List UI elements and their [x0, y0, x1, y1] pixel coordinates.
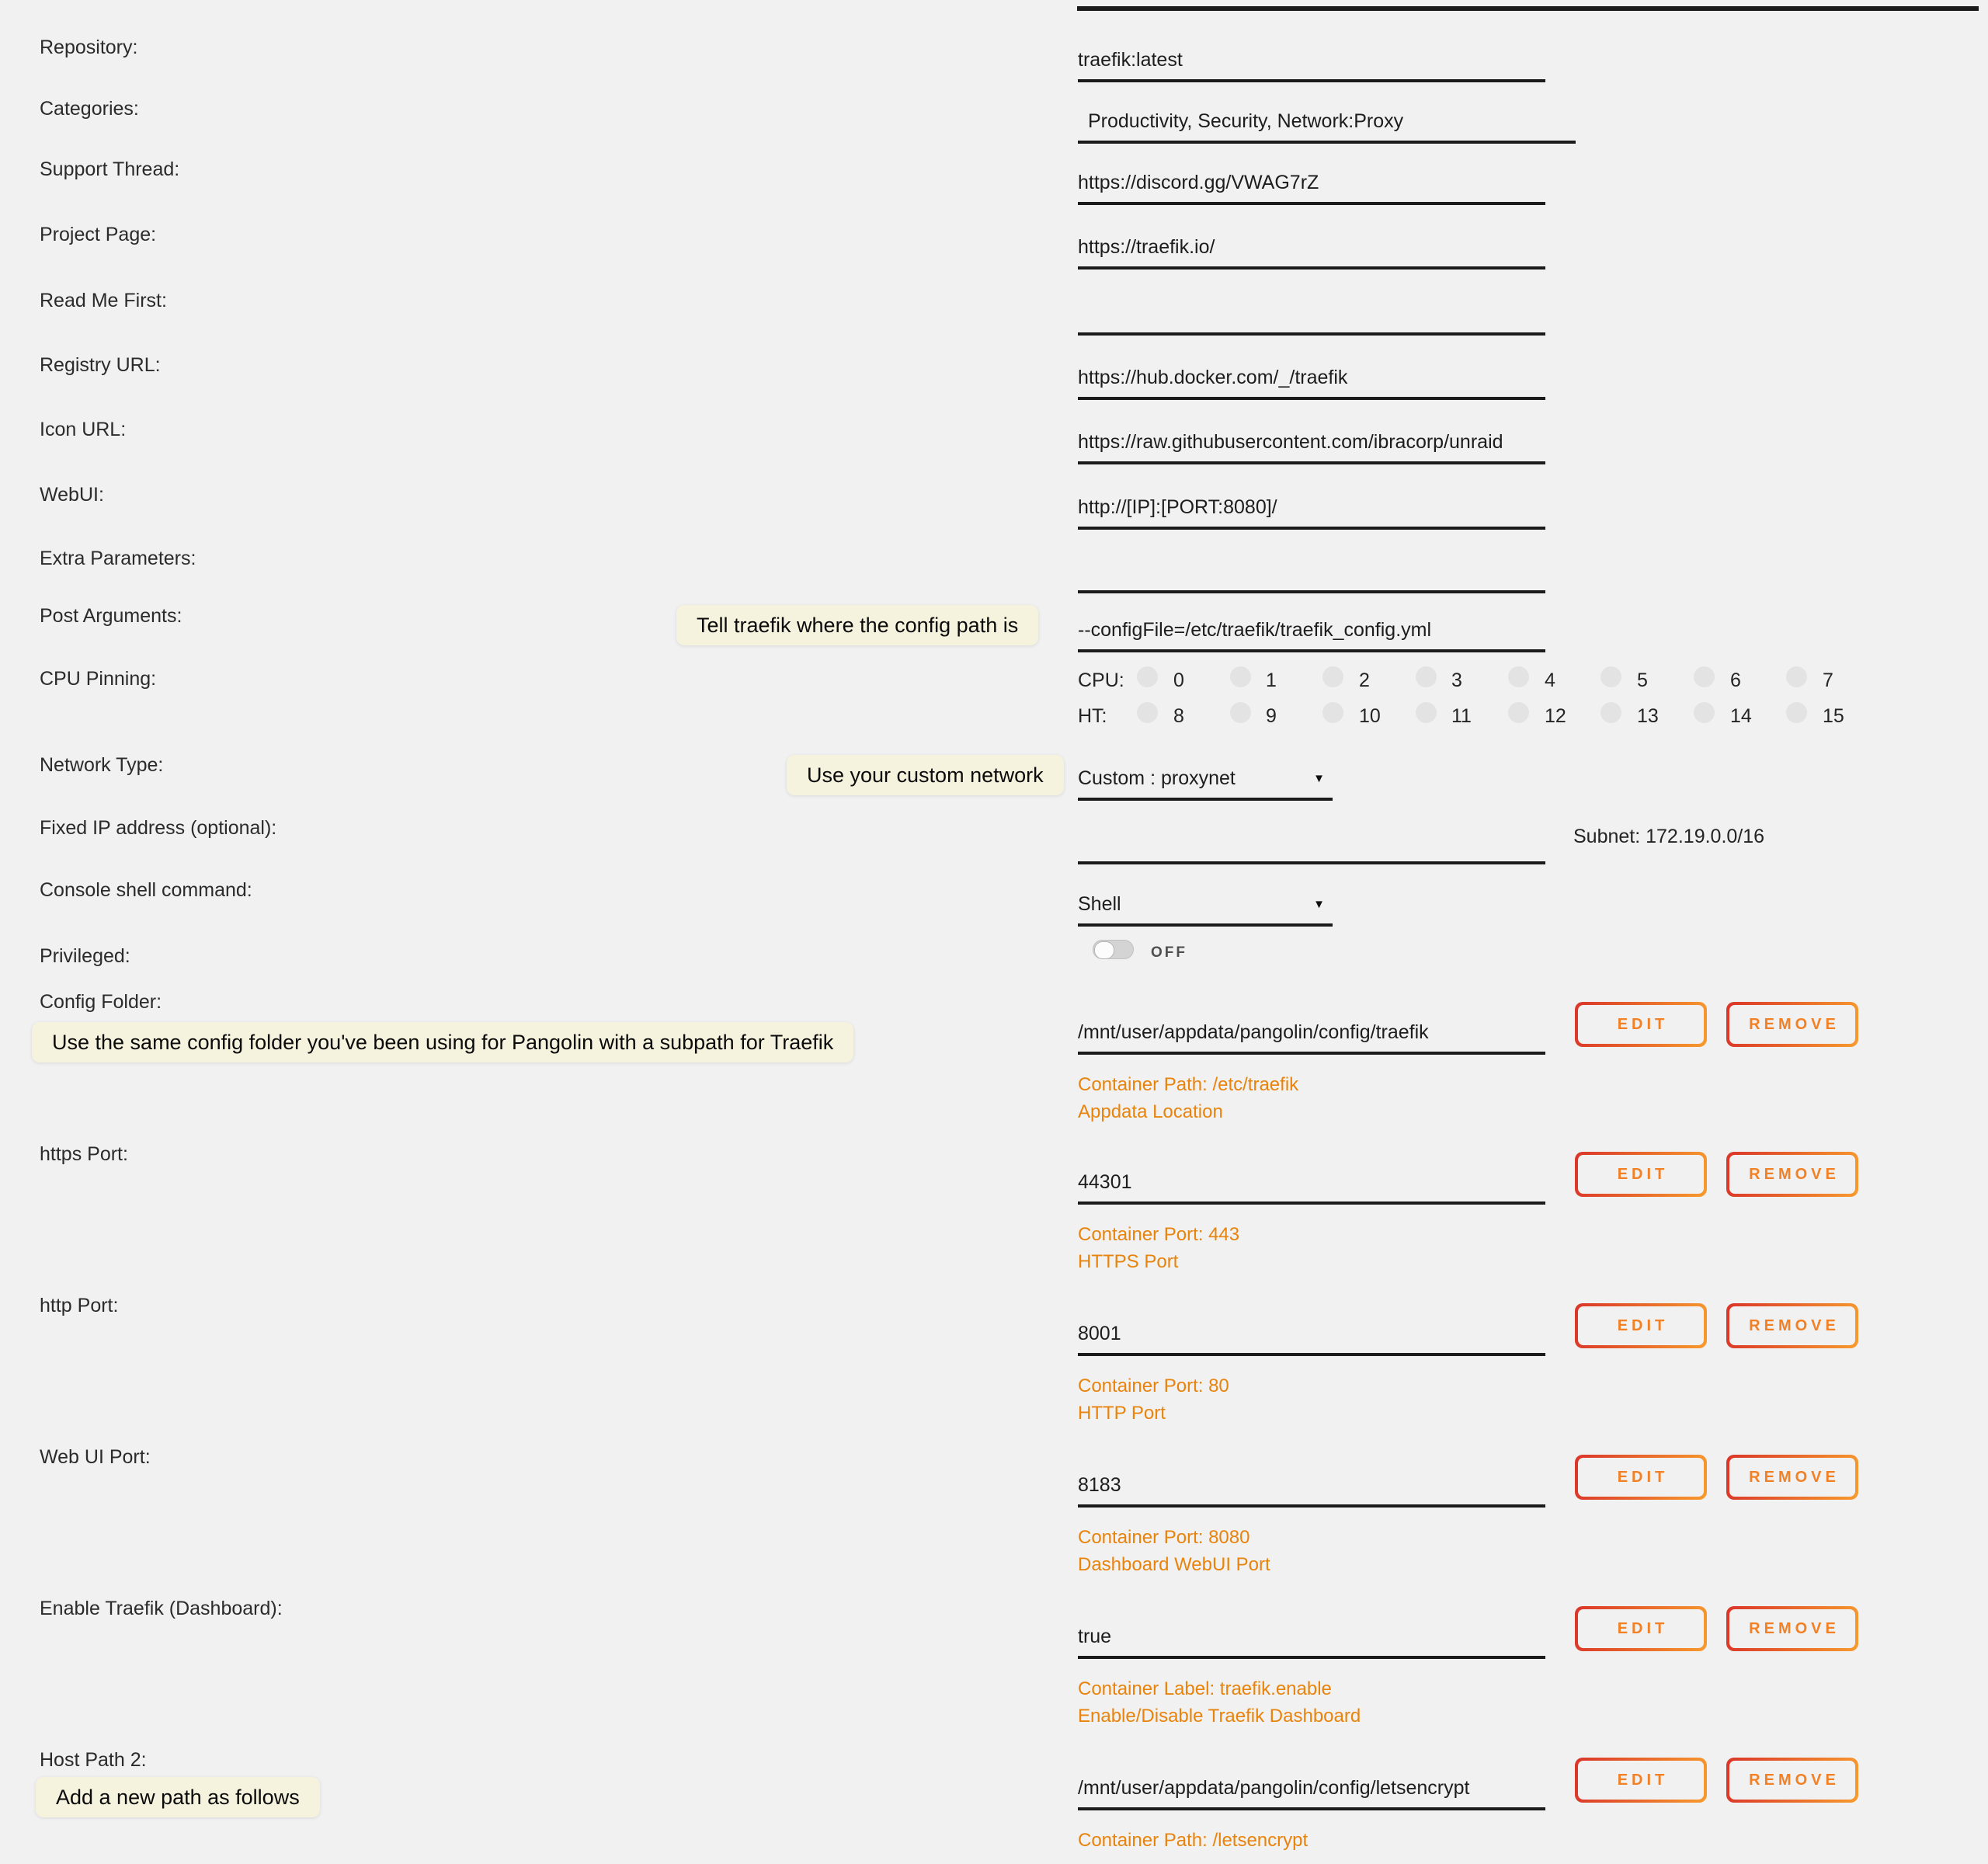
cpu-5-radio[interactable]	[1600, 666, 1621, 687]
icon-url-input[interactable]	[1078, 416, 1545, 464]
http-port-helper-port: Container Port: 80	[1078, 1375, 1229, 1396]
cpu-0-label: 0	[1173, 669, 1184, 691]
repository-value: traefik:latest	[1078, 49, 1183, 71]
webui-port-input[interactable]	[1078, 1459, 1545, 1508]
config-folder-helper-desc: Appdata Location	[1078, 1101, 1223, 1122]
cpu-4-label: 4	[1545, 669, 1555, 691]
project-page-input[interactable]	[1078, 221, 1545, 270]
cpu-1-radio[interactable]	[1230, 666, 1251, 687]
cpu-6-radio[interactable]	[1694, 666, 1715, 687]
config-folder-remove-button[interactable]: REMOVE	[1726, 1002, 1858, 1047]
http-port-helper-desc: HTTP Port	[1078, 1403, 1166, 1424]
chevron-down-icon: ▼	[1313, 772, 1325, 785]
read-me-first-label: Read Me First:	[40, 290, 167, 311]
cpu-2-radio[interactable]	[1322, 666, 1343, 687]
config-folder-value: /mnt/user/appdata/pangolin/config/traefik	[1078, 1021, 1429, 1043]
enable-dashboard-value: true	[1078, 1626, 1112, 1647]
webui-port-edit-button[interactable]: EDIT	[1575, 1455, 1707, 1500]
ht-10-label: 10	[1359, 705, 1381, 727]
config-folder-input[interactable]	[1078, 1007, 1545, 1055]
post-arguments-input[interactable]	[1078, 604, 1545, 652]
project-page-label: Project Page:	[40, 224, 157, 245]
ht-8-label: 8	[1173, 705, 1184, 727]
repository-input[interactable]	[1078, 34, 1545, 82]
cpu-pinning-label: CPU Pinning:	[40, 668, 157, 690]
extra-parameters-input[interactable]	[1078, 545, 1545, 593]
config-folder-helper-path: Container Path: /etc/traefik	[1078, 1074, 1299, 1095]
post-arguments-tooltip: Tell traefik where the config path is	[676, 605, 1038, 645]
host-path-2-value: /mnt/user/appdata/pangolin/config/letsencrypt	[1078, 1777, 1470, 1799]
cpu-2-label: 2	[1359, 669, 1370, 691]
cpu-7-radio[interactable]	[1786, 666, 1807, 687]
console-shell-select[interactable]	[1078, 878, 1333, 927]
support-thread-label: Support Thread:	[40, 158, 180, 180]
network-type-label: Network Type:	[40, 754, 164, 776]
config-folder-label: Config Folder:	[40, 991, 162, 1013]
privileged-label: Privileged:	[40, 945, 130, 967]
https-port-value: 44301	[1078, 1171, 1132, 1193]
ht-12-label: 12	[1545, 705, 1566, 727]
cpu-0-radio[interactable]	[1137, 666, 1158, 687]
console-shell-value: Shell	[1078, 893, 1121, 915]
categories-input[interactable]	[1078, 96, 1576, 144]
enable-dashboard-helper-label: Container Label: traefik.enable	[1078, 1678, 1332, 1699]
top-field-divider	[1077, 6, 1979, 11]
support-thread-input[interactable]	[1078, 157, 1545, 205]
chevron-down-icon: ▼	[1313, 898, 1325, 911]
cpu-1-label: 1	[1266, 669, 1277, 691]
cpu-3-label: 3	[1451, 669, 1462, 691]
webui-label: WebUI:	[40, 484, 104, 506]
ht-15-label: 15	[1823, 705, 1844, 727]
registry-url-label: Registry URL:	[40, 354, 161, 376]
icon-url-value: https://raw.githubusercontent.com/ibracorp/unraid	[1078, 431, 1503, 453]
host-path-2-label: Host Path 2:	[40, 1749, 147, 1771]
https-port-helper-desc: HTTPS Port	[1078, 1251, 1179, 1272]
webui-value: http://[IP]:[PORT:8080]/	[1078, 496, 1277, 518]
https-port-label: https Port:	[40, 1143, 128, 1165]
fixed-ip-label: Fixed IP address (optional):	[40, 817, 277, 839]
host-path-2-helper-path: Container Path: /letsencrypt	[1078, 1830, 1309, 1851]
subnet-info: Subnet: 172.19.0.0/16	[1573, 826, 1765, 847]
host-path-2-edit-button[interactable]: EDIT	[1575, 1758, 1707, 1803]
webui-port-helper-desc: Dashboard WebUI Port	[1078, 1554, 1270, 1575]
support-thread-value: https://discord.gg/VWAG7rZ	[1078, 172, 1319, 193]
webui-port-remove-button[interactable]: REMOVE	[1726, 1455, 1858, 1500]
ht-13-radio[interactable]	[1600, 702, 1621, 723]
webui-port-value: 8183	[1078, 1474, 1121, 1496]
https-port-edit-button[interactable]: EDIT	[1575, 1152, 1707, 1197]
webui-port-helper-port: Container Port: 8080	[1078, 1527, 1250, 1548]
ht-10-radio[interactable]	[1322, 702, 1343, 723]
repository-label: Repository:	[40, 37, 138, 58]
extra-parameters-label: Extra Parameters:	[40, 548, 196, 569]
enable-dashboard-remove-button[interactable]: REMOVE	[1726, 1606, 1858, 1651]
https-port-remove-button[interactable]: REMOVE	[1726, 1152, 1858, 1197]
cpu-7-label: 7	[1823, 669, 1833, 691]
https-port-helper-port: Container Port: 443	[1078, 1224, 1240, 1245]
http-port-input[interactable]	[1078, 1308, 1545, 1356]
fixed-ip-input[interactable]	[1078, 816, 1545, 864]
post-arguments-value: --configFile=/etc/traefik/traefik_config.yml	[1078, 619, 1432, 641]
http-port-label: http Port:	[40, 1295, 119, 1316]
enable-dashboard-helper-desc: Enable/Disable Traefik Dashboard	[1078, 1706, 1361, 1727]
host-path-2-input[interactable]	[1078, 1762, 1545, 1810]
ht-13-label: 13	[1637, 705, 1659, 727]
network-type-select[interactable]	[1078, 753, 1333, 801]
ht-15-radio[interactable]	[1786, 702, 1807, 723]
ht-11-radio[interactable]	[1416, 702, 1437, 723]
registry-url-input[interactable]	[1078, 352, 1545, 400]
webui-input[interactable]	[1078, 482, 1545, 530]
network-type-tooltip: Use your custom network	[787, 755, 1064, 795]
read-me-first-input[interactable]	[1078, 287, 1545, 336]
ht-9-label: 9	[1266, 705, 1277, 727]
config-folder-tooltip: Use the same config folder you've been using for Pangolin with a subpath for Traefik	[32, 1022, 853, 1062]
cpu-row-label: CPU:	[1078, 669, 1124, 691]
ht-8-radio[interactable]	[1137, 702, 1158, 723]
config-folder-edit-button[interactable]: EDIT	[1575, 1002, 1707, 1047]
ht-14-label: 14	[1730, 705, 1752, 727]
enable-dashboard-label: Enable Traefik (Dashboard):	[40, 1598, 283, 1619]
enable-dashboard-input[interactable]	[1078, 1611, 1545, 1659]
post-arguments-label: Post Arguments:	[40, 605, 182, 627]
host-path-2-tooltip: Add a new path as follows	[36, 1777, 320, 1817]
project-page-value: https://traefik.io/	[1078, 236, 1215, 258]
host-path-2-remove-button[interactable]: REMOVE	[1726, 1758, 1858, 1803]
http-port-value: 8001	[1078, 1323, 1121, 1344]
ht-9-radio[interactable]	[1230, 702, 1251, 723]
ht-14-radio[interactable]	[1694, 702, 1715, 723]
webui-port-label: Web UI Port:	[40, 1446, 151, 1468]
cpu-3-radio[interactable]	[1416, 666, 1437, 687]
network-type-value: Custom : proxynet	[1078, 767, 1236, 789]
privileged-toggle[interactable]	[1093, 940, 1134, 959]
categories-label: Categories:	[40, 98, 139, 120]
cpu-4-radio[interactable]	[1508, 666, 1529, 687]
privileged-state: OFF	[1151, 944, 1187, 961]
enable-dashboard-edit-button[interactable]: EDIT	[1575, 1606, 1707, 1651]
ht-row-label: HT:	[1078, 705, 1107, 727]
cpu-5-label: 5	[1637, 669, 1648, 691]
http-port-edit-button[interactable]: EDIT	[1575, 1303, 1707, 1348]
cpu-6-label: 6	[1730, 669, 1741, 691]
icon-url-label: Icon URL:	[40, 419, 127, 440]
registry-url-value: https://hub.docker.com/_/traefik	[1078, 367, 1348, 388]
ht-12-radio[interactable]	[1508, 702, 1529, 723]
https-port-input[interactable]	[1078, 1156, 1545, 1205]
categories-value: Productivity, Security, Network:Proxy	[1088, 110, 1404, 132]
http-port-remove-button[interactable]: REMOVE	[1726, 1303, 1858, 1348]
console-shell-label: Console shell command:	[40, 879, 252, 901]
ht-11-label: 11	[1451, 705, 1472, 727]
toggle-knob-icon	[1094, 941, 1114, 959]
